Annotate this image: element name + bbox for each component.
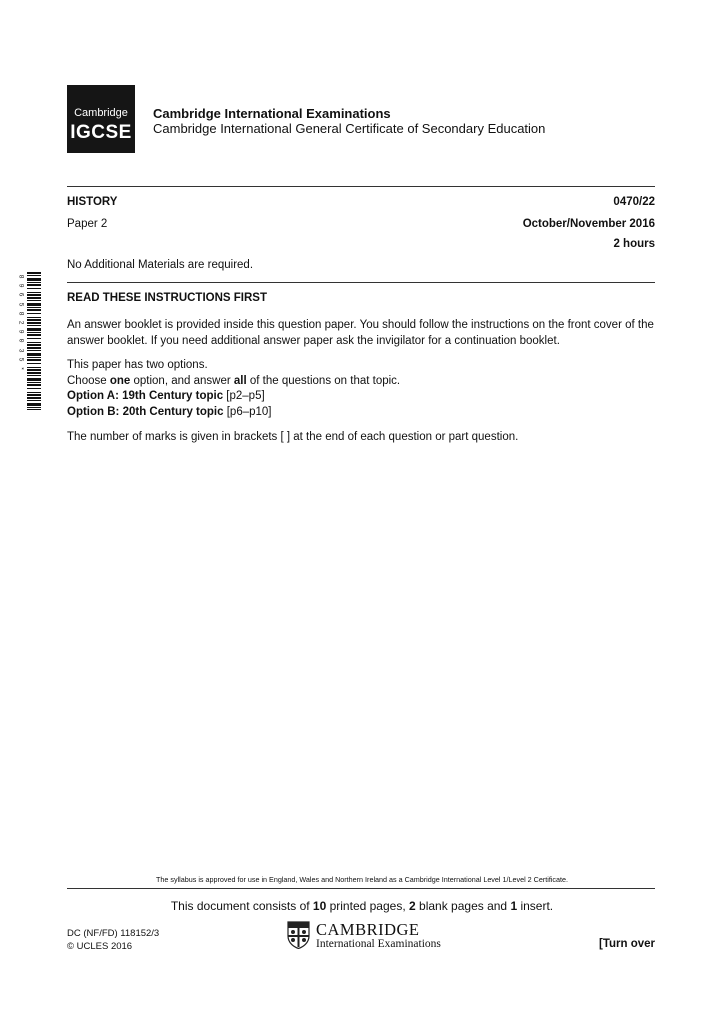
barcode-bar xyxy=(27,275,41,276)
barcode-bar xyxy=(27,297,41,299)
blank-pages-count: 2 xyxy=(409,899,416,913)
barcode-bar xyxy=(27,278,41,281)
footer-divider xyxy=(67,888,655,889)
choose-text-2: option, and answer xyxy=(130,374,234,387)
barcode-bar xyxy=(27,384,41,386)
copyright-notice: © UCLES 2016 xyxy=(67,941,133,952)
barcode-bar xyxy=(27,300,41,301)
exam-session: October/November 2016 xyxy=(522,218,655,230)
printed-pages-count: 10 xyxy=(312,899,327,913)
igcse-logo xyxy=(67,85,135,153)
logo-cambridge-text: Cambridge xyxy=(74,107,128,119)
option-b-pages: [p6–p10] xyxy=(223,405,272,418)
choose-one-emphasis: one xyxy=(109,374,131,387)
barcode-bar xyxy=(27,334,41,336)
barcode-bar xyxy=(27,328,41,331)
turn-over-note: [Turn over xyxy=(598,938,655,950)
syllabus-note: The syllabus is approved for use in England, Wales and Northern Ireland as a Cambridge International Level 1/Level 2 Certificate. xyxy=(155,875,569,884)
logo-igcse-text: IGCSE xyxy=(70,122,132,143)
barcode-bar xyxy=(27,357,41,358)
cambridge-wordmark: CAMBRIDGE xyxy=(316,920,420,939)
choose-text-3: of the questions on that topic. xyxy=(246,374,401,387)
option-b-label: Option B: 20th Century topic xyxy=(67,405,224,418)
barcode-bar xyxy=(27,309,41,311)
subject-name: HISTORY xyxy=(67,196,118,208)
barcode-digits xyxy=(16,272,26,410)
barcode-digit: 6 xyxy=(17,293,25,297)
barcode-bar xyxy=(27,325,41,326)
barcode-bar xyxy=(27,378,41,381)
printed-text-2: printed pages, xyxy=(326,899,409,913)
barcode-bar xyxy=(27,359,41,361)
barcode-bar xyxy=(27,372,41,374)
barcode-digit: * xyxy=(17,366,25,371)
answer-booklet-instructions: An answer booklet is provided inside this question paper. You should follow the instructions on the front cover of the answer booklet. If you need additional answer paper ask the invigilator for a continuation booklet. xyxy=(67,319,654,347)
barcode-bar xyxy=(27,284,41,286)
barcode-digit: 8 xyxy=(17,311,25,316)
barcode-bar xyxy=(27,392,41,393)
document-reference xyxy=(67,927,159,953)
materials-note: No Additional Materials are required. xyxy=(67,259,254,271)
barcode xyxy=(27,272,41,410)
barcode-bar xyxy=(27,363,41,364)
barcode-bar xyxy=(27,322,41,324)
barcode-digit: 2 xyxy=(17,320,25,325)
barcode-digit: 0 xyxy=(17,339,25,343)
exam-board-title: Cambridge International Examinations xyxy=(153,106,391,121)
printed-text-3: blank pages and xyxy=(415,899,511,913)
barcode-bar xyxy=(27,313,41,314)
printed-text-4: insert. xyxy=(517,899,554,913)
instructions-heading: READ THESE INSTRUCTIONS FIRST xyxy=(67,292,267,304)
barcode-bar xyxy=(27,347,41,349)
barcode-bar xyxy=(27,375,41,376)
barcode-bar xyxy=(27,319,41,321)
barcode-bar xyxy=(27,388,41,389)
barcode-bar xyxy=(27,394,41,396)
barcode-bar xyxy=(27,317,41,318)
marks-note: The number of marks is given in brackets [ ] at the end of each question or part question. xyxy=(67,431,519,443)
cambridge-crest-icon xyxy=(287,921,310,949)
barcode-bar xyxy=(27,400,41,401)
choose-instruction xyxy=(67,374,657,390)
exam-duration: 2 hours xyxy=(613,238,655,250)
barcode-digit: 8 xyxy=(17,274,25,279)
barcode-bar xyxy=(27,397,41,399)
barcode-bar xyxy=(27,292,41,293)
barcode-digit: 3 xyxy=(17,348,25,353)
doc-ref-code: DC (NF/FD) 118152/3 xyxy=(67,928,160,939)
options-instructions xyxy=(67,358,657,420)
barcode-bar xyxy=(27,409,41,410)
barcode-bar xyxy=(27,342,41,343)
instructions-divider xyxy=(67,282,655,283)
barcode-bar xyxy=(27,369,41,371)
barcode-bar xyxy=(27,338,41,339)
page-count-note xyxy=(67,899,657,913)
barcode-bar xyxy=(27,282,41,283)
paper-code: 0470/22 xyxy=(613,196,655,208)
choose-text-1: Choose xyxy=(67,374,110,387)
certificate-title: Cambridge International General Certificate of Secondary Education xyxy=(153,121,546,136)
printed-text-1: This document consists of xyxy=(170,899,313,913)
option-a xyxy=(67,389,657,405)
option-b xyxy=(67,405,657,421)
barcode-bar xyxy=(27,353,41,356)
barcode-bar xyxy=(27,407,41,408)
barcode-bar xyxy=(27,344,41,346)
option-a-pages: [p2–p5] xyxy=(223,390,265,402)
barcode-digit: 5 xyxy=(17,357,25,362)
insert-count: 1 xyxy=(510,899,518,913)
cambridge-subtitle: International Examinations xyxy=(316,938,441,950)
barcode-bar xyxy=(27,382,41,383)
barcode-bar xyxy=(27,350,41,351)
barcode-bar xyxy=(27,332,41,333)
options-intro: This paper has two options. xyxy=(67,359,208,371)
barcode-digit: 9 xyxy=(17,283,25,288)
barcode-bar xyxy=(27,272,41,274)
barcode-bar xyxy=(27,403,41,406)
barcode-bar xyxy=(27,288,41,289)
header-divider xyxy=(67,186,655,187)
option-a-label: Option A: 19th Century topic xyxy=(67,390,224,402)
paper-number: Paper 2 xyxy=(67,218,108,230)
barcode-bar xyxy=(27,303,41,306)
barcode-digit: 5 xyxy=(17,302,25,307)
barcode-bar xyxy=(27,294,41,296)
choose-all-emphasis: all xyxy=(233,374,247,387)
barcode-digit: 9 xyxy=(17,329,25,334)
barcode-bar xyxy=(27,307,41,308)
barcode-bar xyxy=(27,367,41,368)
